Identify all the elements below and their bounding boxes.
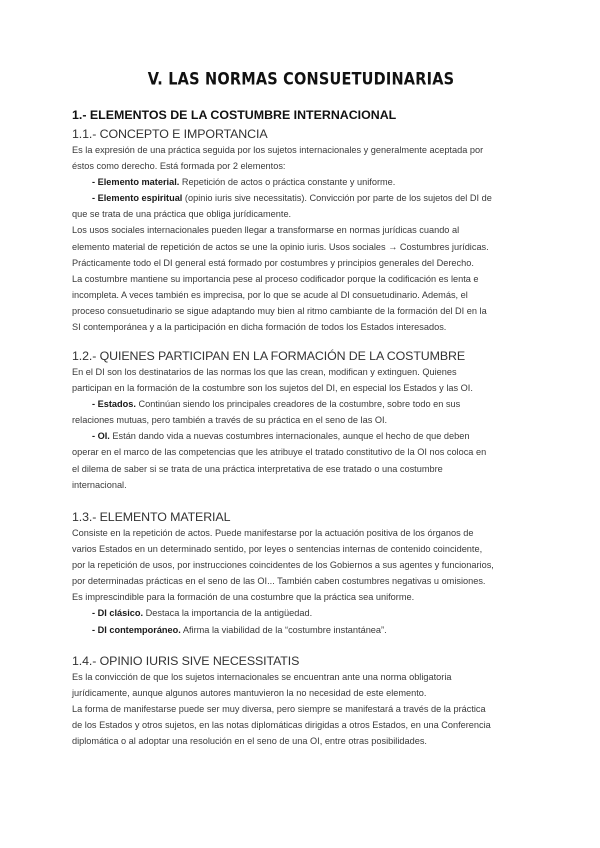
subsection-heading: 1.2.- QUIENES PARTICIPAN EN LA FORMACIÓN DE LA COSTUMBRE — [72, 349, 466, 363]
text-line: Prácticamente todo el DI general está formado por costumbres y principios generales del Derecho. — [72, 257, 474, 268]
bullet-text: Afirma la viabilidad de la “costumbre instantánea”. — [180, 624, 387, 635]
text-line: Los usos sociales internacionales pueden llegar a transformarse en normas jurídicas cuando al — [72, 225, 460, 236]
text-line: internacional. — [72, 479, 127, 490]
bullet-label: - OI. — [92, 431, 110, 442]
bullet-label: - DI clásico. — [92, 608, 144, 619]
text-line: Es la expresión de una práctica seguida por los sujetos internacionales y generalmente aceptada por — [72, 145, 484, 155]
text-line: que se trata de una práctica que obliga jurídicamente. — [72, 209, 292, 220]
bullet-item — [72, 396, 532, 412]
text-line: Es la convicción de que los sujetos internacionales se encuentran ante una norma obligatoria — [72, 672, 452, 682]
subsection-heading: 1.4.- OPINIO IURIS SIVE NECESSITATIS — [72, 654, 300, 668]
document-title: V. LAS NORMAS CONSUETUDINARIAS — [147, 70, 455, 90]
text-line: proceso consuetudinario se sigue adaptando muy bien al ritmo cambiante de la formación del DI en la — [72, 305, 487, 316]
text-line: diplomática o al adoptar una resolución en el seno de una OI, entre otras posibilidades. — [72, 736, 427, 747]
bullet-item — [72, 174, 532, 190]
text-line: el dilema de saber si se trata de una práctica interpretativa de ese tratado o una costumbre — [72, 463, 443, 474]
text-line: Es imprescindible para la formación de una costumbre que la práctica sea uniforme. — [72, 592, 415, 603]
paragraph — [72, 142, 532, 335]
bullet-item — [72, 428, 532, 444]
bullet-text: Repetición de actos o práctica constante y uniforme. — [179, 177, 396, 188]
text-line: operar en el marco de las competencias que les atribuye el tratado constitutivo de la OI nos coloca en — [72, 447, 487, 458]
bullet-text: Destaca la importancia de la antigüedad. — [143, 608, 313, 619]
text-line: varios Estados en un determinado sentido, por leyes o sentencias internas de contenido coincidente, — [72, 544, 483, 555]
text-line: Consiste en la repetición de actos. Puede manifestarse por la actuación positiva de los órganos de — [72, 528, 474, 538]
bullet-text: Están dando vida a nuevas costumbres internacionales, aunque el hecho de que deben — [109, 431, 470, 442]
text-line: por la repetición de usos, por instrucciones coincidentes de los Gobiernos a sus agentes y funcionarios, — [72, 560, 494, 571]
bullet-text: (opinio iuris sive necessitatis). Convicción por parte de los sujetos del DI de — [182, 193, 492, 204]
text-line: La costumbre mantiene su importancia pese al proceso codificador porque la codificación es lenta e — [72, 273, 479, 284]
text-line: incompleta. A veces también es imprecisa, por lo que se acude al DI consuetudinario. Además, el — [72, 289, 468, 300]
paragraph — [72, 364, 532, 493]
subsection-heading: 1.1.- CONCEPTO E IMPORTANCIA — [72, 127, 268, 141]
bullet-label: - Elemento material. — [92, 177, 180, 188]
paragraph — [72, 669, 532, 749]
bullet-item — [72, 622, 532, 638]
text-line: éstos como derecho. Está formada por 2 elementos: — [72, 161, 286, 172]
bullet-label: - DI contemporáneo. — [92, 624, 181, 635]
bullet-label: - Elemento espiritual — [92, 193, 183, 204]
text-line: participan en la formación de la costumbre son los sujetos del DI, en especial los Estados y las OI. — [72, 383, 473, 394]
bullet-label: - Estados. — [92, 399, 136, 410]
bullet-item — [72, 190, 532, 206]
text-line: En el DI son los destinatarios de las normas los que las crean, modifican y extinguen. Quienes — [72, 367, 457, 377]
text-line: jurídicamente, aunque algunos autores mantuvieron la no necesidad de este elemento. — [72, 688, 427, 699]
paragraph — [72, 525, 532, 638]
text-line: por determinadas prácticas en el seno de las OI... También caben costumbres negativas u omisiones. — [72, 576, 486, 587]
bullet-text: Continúan siendo los principales creadores de la costumbre, sobre todo en sus — [135, 399, 461, 410]
text-line: de los Estados y otros sujetos, en las notas diplomáticas dirigidas a otros Estados, en una Conferencia — [72, 720, 491, 731]
bullet-item — [72, 605, 532, 621]
text-line: elemento material de repetición de actos se une la opinio iuris. Usos sociales → Costumbres jurídicas. — [72, 241, 489, 252]
section-heading: 1.- ELEMENTOS DE LA COSTUMBRE INTERNACIONAL — [72, 108, 397, 122]
text-line: SI contemporánea y a la participación en dicha formación de todos los Estados interesados. — [72, 322, 447, 333]
subsection-heading: 1.3.- ELEMENTO MATERIAL — [72, 510, 231, 524]
text-line: La forma de manifestarse puede ser muy diversa, pero siempre se manifestará a través de la práctica — [72, 704, 486, 715]
text-line: relaciones mutuas, pero también a través de su práctica en el seno de las OI. — [72, 415, 388, 426]
